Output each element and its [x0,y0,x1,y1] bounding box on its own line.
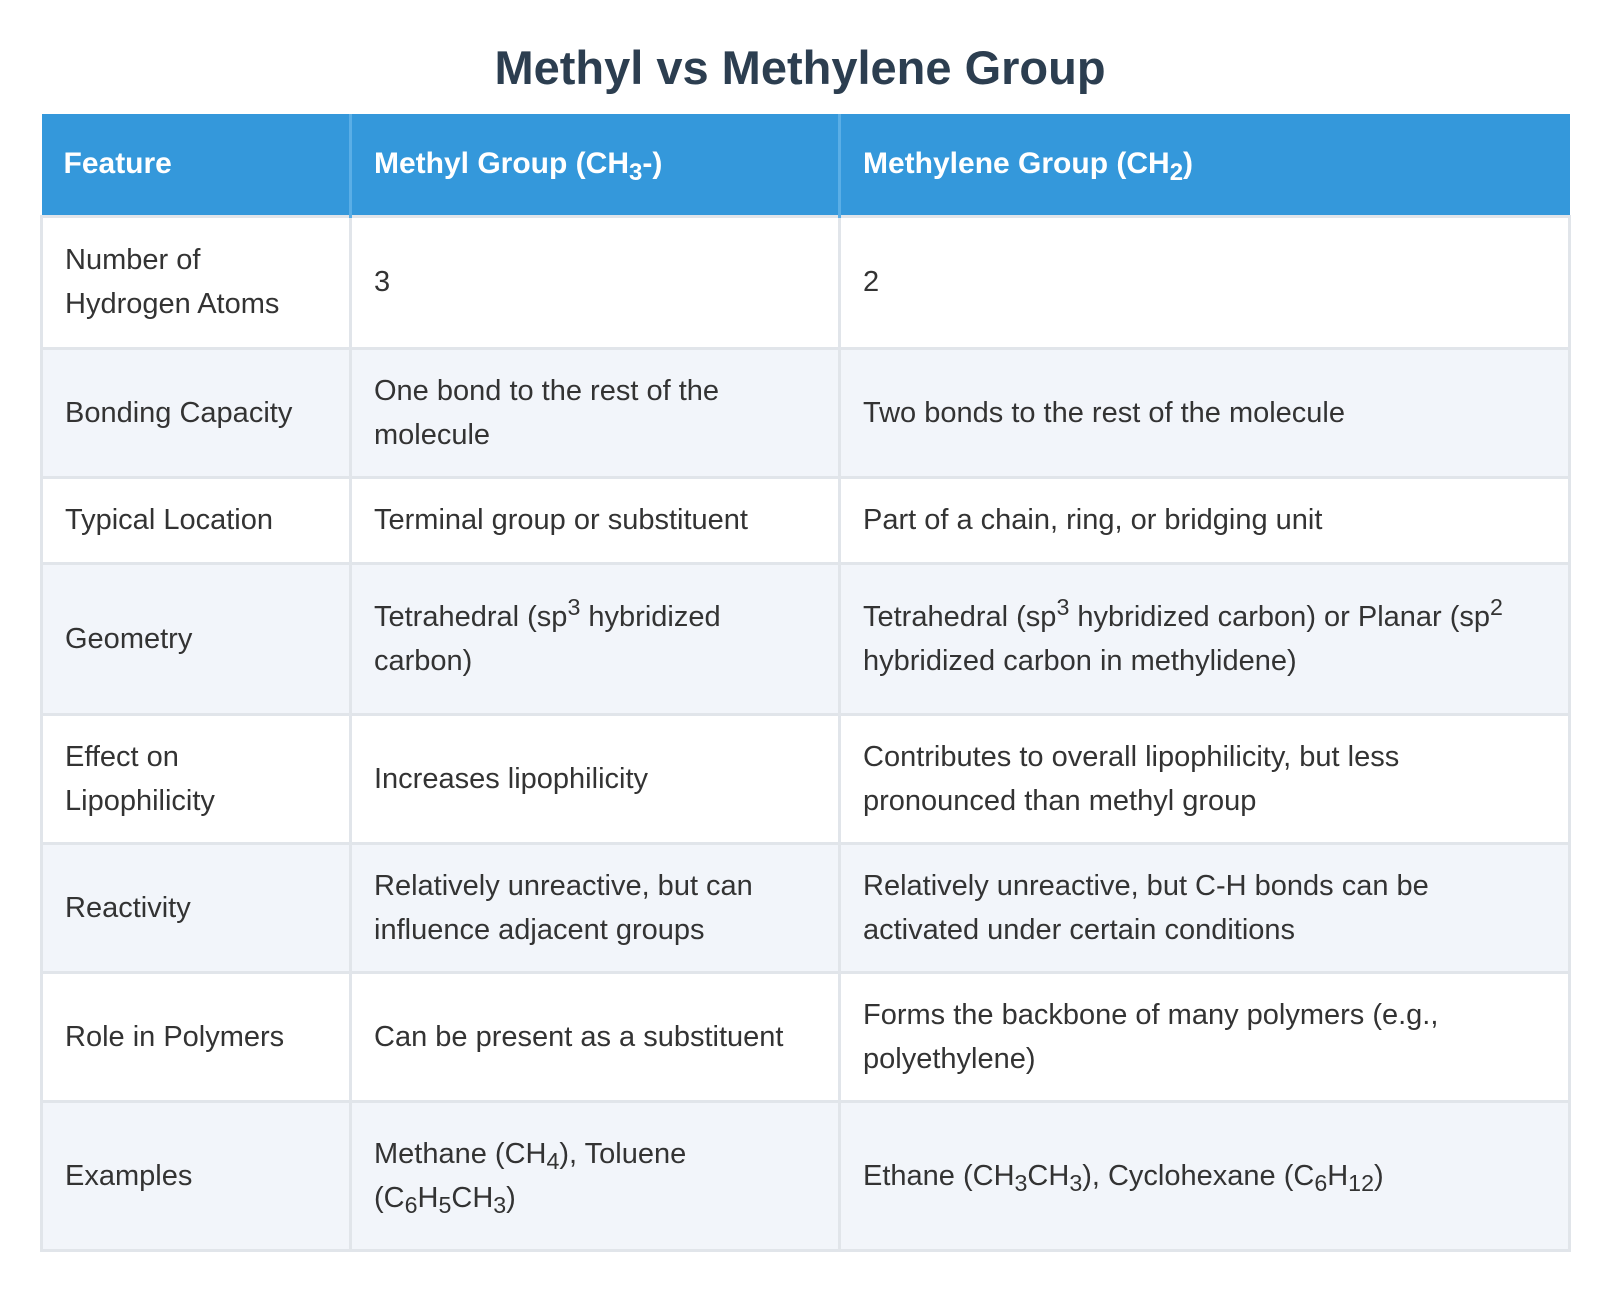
row-feature: Examples [42,1101,351,1250]
comparison-table [40,114,1571,1252]
row-methylene-value: Part of a chain, ring, or bridging unit [840,477,1570,563]
table-row [42,348,1570,477]
row-methyl-value: Increases lipophilicity [351,714,840,843]
table-row [42,1101,1570,1250]
row-methyl-value: 3 [351,216,840,348]
row-methylene-value: Forms the backbone of many polymers (e.g., polyethylene) [840,972,1570,1101]
row-methyl-value: Can be present as a substituent [351,972,840,1101]
page-title: Methyl vs Methylene Group [494,41,1106,94]
table-row [42,843,1570,972]
row-methylene-value: Two bonds to the rest of the molecule [840,348,1570,477]
row-methyl-value: One bond to the rest of the molecule [351,348,840,477]
table-row [42,714,1570,843]
row-feature: Effect on Lipophilicity [42,714,351,843]
table-row [42,477,1570,563]
row-feature: Reactivity [42,843,351,972]
row-methylene-value: Relatively unreactive, but C-H bonds can be activated under certain conditions [840,843,1570,972]
row-methylene-value: Tetrahedral ($sp^3$ hybridized carbon) or Planar ($sp^2$ hybridized carbon in methylidene) [840,563,1570,714]
row-methyl-value: Tetrahedral ($sp^3$ hybridized carbon) [351,563,840,714]
row-feature: Role in Polymers [42,972,351,1101]
row-feature: Geometry [42,563,351,714]
row-methylene-value: Ethane $(CH_3CH_3)$, Cyclohexane $(C_6H_{12})$ [840,1101,1570,1250]
header-methylene: Methylene Group $(CH_2)$ [840,114,1570,216]
table-header-row [42,114,1570,216]
table-row [42,972,1570,1101]
row-methyl-value: Relatively unreactive, but can influence adjacent groups [351,843,840,972]
row-feature: Typical Location [42,477,351,563]
row-methylene-value: Contributes to overall lipophilicity, but less pronounced than methyl group [840,714,1570,843]
row-methyl-value: Methane $(CH_4)$, Toluene $(C_6H_5CH_3)$ [351,1101,840,1250]
header-methyl: Methyl Group $(CH_3-)$ [351,114,840,216]
table-row [42,216,1570,348]
row-feature: Bonding Capacity [42,348,351,477]
table-row [42,563,1570,714]
row-methylene-value: 2 [840,216,1570,348]
header-feature: Feature [42,114,351,216]
row-feature: Number of Hydrogen Atoms [42,216,351,348]
row-methyl-value: Terminal group or substituent [351,477,840,563]
